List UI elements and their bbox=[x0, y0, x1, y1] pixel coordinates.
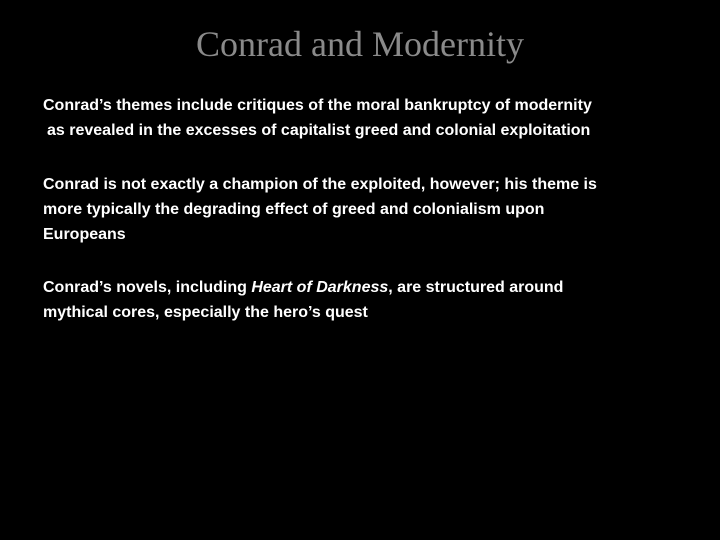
paragraph-themes bbox=[43, 93, 693, 143]
paragraph-line: Conrad’s themes include critiques of the moral bankruptcy of modernity bbox=[43, 97, 592, 114]
paragraph-line bbox=[43, 275, 693, 300]
paragraph-line: Europeans bbox=[43, 226, 126, 243]
text-segment: , are structured around bbox=[388, 279, 564, 296]
paragraph-line: as revealed in the excesses of capitalist greed and colonial exploitation bbox=[47, 122, 591, 139]
paragraph-novels bbox=[43, 275, 693, 325]
paragraph-line: Conrad is not exactly a champion of the exploited, however; his theme is bbox=[43, 176, 597, 193]
paragraph-line: more typically the degrading effect of greed and colonialism upon bbox=[43, 201, 545, 218]
text-segment: Conrad’s novels, including bbox=[43, 279, 252, 296]
slide-title: Conrad and Modernity bbox=[196, 24, 524, 64]
book-title: Heart of Darkness bbox=[251, 279, 389, 296]
paragraph-exploited bbox=[43, 172, 693, 247]
paragraph-line: mythical cores, especially the hero’s quest bbox=[43, 304, 368, 321]
